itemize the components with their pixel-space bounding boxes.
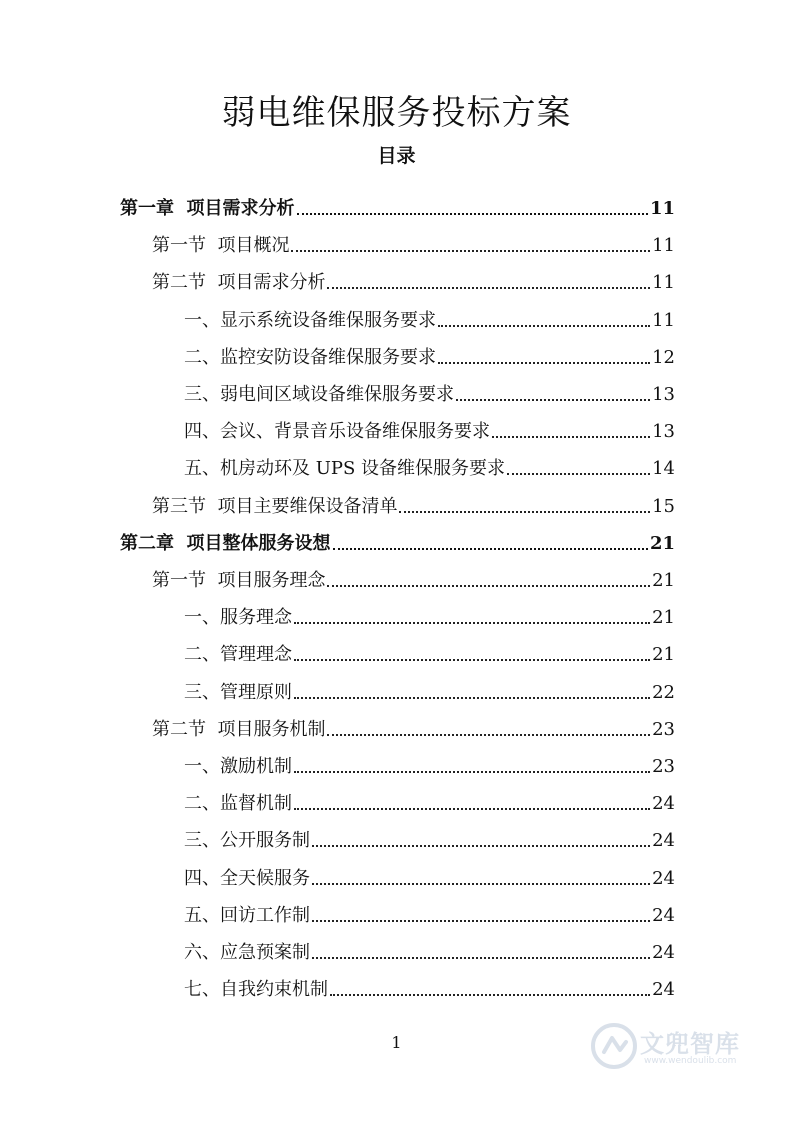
toc-leader-dots	[438, 362, 650, 364]
watermark-url: www.wendoulib.com	[644, 1056, 737, 1066]
toc-leader-dots	[333, 548, 648, 550]
toc-entry[interactable]	[184, 370, 675, 407]
toc-entry[interactable]	[120, 184, 675, 221]
toc-entry-label: 六、应急预案制	[184, 942, 310, 963]
toc-entry-page: 22	[652, 681, 675, 703]
toc-entry-page: 24	[652, 904, 675, 926]
toc-entry[interactable]	[184, 891, 675, 928]
toc-entry-page: 24	[652, 793, 675, 815]
toc-entry-label: 一、显示系统设备维保服务要求	[184, 309, 436, 331]
toc-entry-label: 五、回访工作制	[184, 904, 310, 926]
document-title: 弱电维保服务投标方案	[221, 93, 572, 133]
toc-leader-dots	[294, 659, 650, 661]
toc-entry-label: 四、全天候服务	[184, 867, 310, 889]
toc-entry-label: 三、管理原则	[184, 681, 292, 703]
toc-leader-dots	[297, 213, 648, 215]
toc-entry[interactable]	[184, 928, 675, 965]
toc-entry-page: 23	[652, 756, 675, 777]
toc-entry[interactable]	[184, 742, 675, 779]
toc-entry[interactable]	[184, 965, 675, 1002]
toc-entry-page: 21	[652, 570, 675, 591]
toc-entry-label: 二、监控安防设备维保服务要求	[184, 346, 436, 368]
toc-entry-label: 一、服务理念	[184, 607, 292, 629]
toc-entry-label: 三、公开服务制	[184, 830, 310, 852]
toc-entry-label: 第二节 项目需求分析	[152, 272, 326, 294]
toc-entry-page: 24	[652, 942, 675, 963]
toc-entry-label: 第二章 项目整体服务设想	[120, 532, 331, 554]
toc-entry-page: 24	[652, 830, 675, 852]
toc-entry[interactable]	[184, 816, 675, 853]
toc-leader-dots	[492, 436, 650, 438]
toc-entry[interactable]	[120, 519, 675, 556]
toc-entry-label: 五、机房动环及 UPS 设备维保服务要求	[184, 458, 506, 480]
toc-entry[interactable]	[152, 705, 675, 742]
toc-entry-label: 七、自我约束机制	[184, 979, 328, 1001]
toc-entry-label: 二、管理理念	[184, 644, 292, 666]
toc-entry[interactable]	[184, 854, 675, 891]
toc-entry[interactable]	[184, 407, 675, 444]
toc-entry-page: 13	[652, 384, 675, 405]
toc-entry[interactable]	[184, 593, 675, 630]
toc-leader-dots	[507, 473, 650, 475]
toc-entry-page: 11	[652, 272, 675, 294]
toc-heading: 目录	[377, 145, 416, 167]
toc-entry-label: 第二节 项目服务机制	[152, 718, 326, 740]
watermark-brand: 文兜智库	[640, 1030, 740, 1058]
toc-leader-dots	[291, 250, 650, 252]
toc-leader-dots	[312, 883, 650, 885]
toc-entry-label: 第一章 项目需求分析	[120, 198, 295, 219]
toc-entry-page: 21	[649, 532, 675, 554]
toc-entry-label: 三、弱电间区域设备维保服务要求	[184, 384, 454, 405]
toc-entry-page: 13	[652, 421, 675, 443]
toc-entry-page: 11	[652, 309, 675, 331]
watermark	[590, 1020, 765, 1076]
toc-entry[interactable]	[152, 221, 675, 258]
toc-entry[interactable]	[152, 258, 675, 295]
toc-entry-page: 14	[652, 458, 675, 480]
toc-entry-page: 21	[652, 644, 675, 666]
toc-leader-dots	[312, 845, 650, 847]
page-number: 1	[391, 1033, 402, 1052]
toc-entry-page: 21	[652, 607, 675, 629]
toc-entry-label: 第一节 项目服务理念	[152, 570, 326, 591]
brand-logo-icon	[590, 1022, 638, 1070]
toc-entry-page: 11	[652, 235, 675, 257]
toc-entry-label: 第一节 项目概况	[152, 235, 290, 257]
toc-leader-dots	[294, 771, 650, 773]
toc-leader-dots	[294, 697, 650, 699]
toc-leader-dots	[399, 511, 650, 513]
toc-leader-dots	[312, 957, 650, 959]
toc-leader-dots	[294, 622, 650, 624]
toc-entry-page: 12	[652, 346, 675, 368]
toc-leader-dots	[312, 920, 650, 922]
toc-leader-dots	[438, 325, 650, 327]
toc-entry[interactable]	[184, 444, 675, 481]
toc-entry-label: 一、激励机制	[184, 756, 292, 777]
toc-entry-page: 24	[652, 979, 675, 1001]
toc-leader-dots	[330, 994, 650, 996]
toc-entry-page: 24	[652, 867, 675, 889]
toc-entry-label: 第三节 项目主要维保设备清单	[152, 495, 398, 517]
toc-entry[interactable]	[184, 296, 675, 333]
toc-leader-dots	[294, 808, 650, 810]
toc-entry[interactable]	[184, 630, 675, 667]
toc-leader-dots	[327, 585, 650, 587]
toc-entry-page: 11	[649, 198, 675, 219]
toc-entry-label: 二、监督机制	[184, 793, 292, 815]
toc-entry[interactable]	[152, 556, 675, 593]
toc-leader-dots	[327, 287, 650, 289]
toc-entry-page: 23	[652, 718, 675, 740]
toc-entry-page: 15	[652, 495, 675, 517]
toc-entry[interactable]	[184, 668, 675, 705]
toc-entry[interactable]	[152, 482, 675, 519]
toc-leader-dots	[327, 734, 650, 736]
toc-leader-dots	[456, 399, 650, 401]
toc-entry[interactable]	[184, 333, 675, 370]
toc-entry[interactable]	[184, 779, 675, 816]
toc-entry-label: 四、会议、背景音乐设备维保服务要求	[184, 421, 490, 443]
